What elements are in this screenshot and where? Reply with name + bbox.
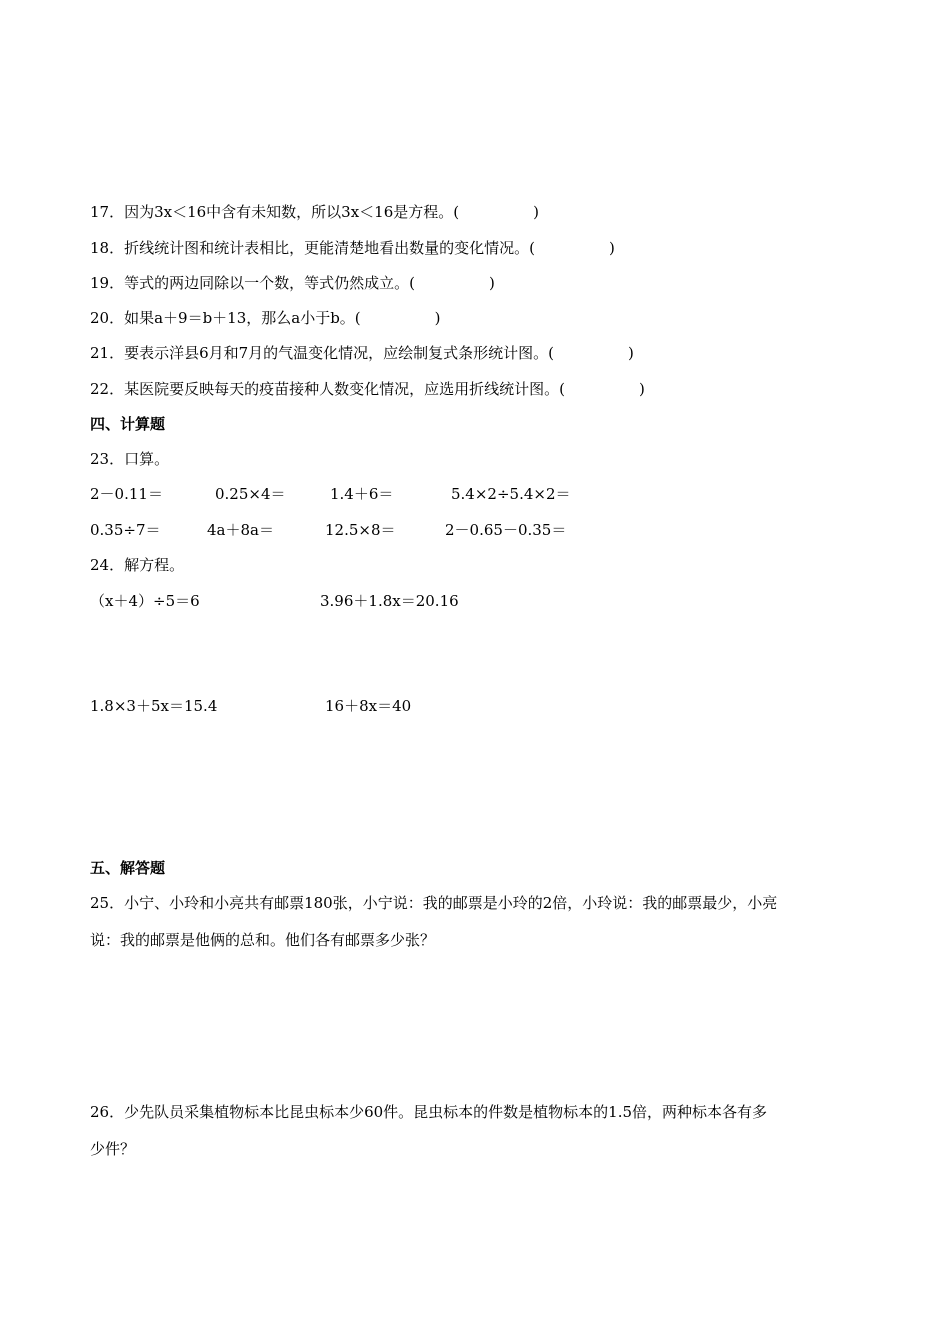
oral-item: 2－0.11＝ — [90, 485, 163, 503]
equation-item: 16＋8x＝40 — [325, 697, 412, 715]
oral-item: 0.25×4＝ — [215, 485, 286, 503]
oral-item: 5.4×2÷5.4×2＝ — [451, 485, 571, 503]
question-23: 23．口算。 — [90, 450, 170, 468]
question-20: 20．如果a＋9＝b＋13，那么a小于b。( ) — [90, 309, 441, 327]
question-17: 17．因为3x＜16中含有未知数，所以3x＜16是方程。( ) — [90, 203, 539, 221]
question-25-line-1: 25．小宁、小玲和小亮共有邮票180张，小宁说：我的邮票是小玲的2倍，小玲说：我的邮票最少，小亮 — [90, 894, 778, 912]
question-22: 22．某医院要反映每天的疫苗接种人数变化情况，应选用折线统计图。( ) — [90, 380, 645, 398]
oral-item: 0.35÷7＝ — [90, 521, 161, 539]
equation-item: 1.8×3＋5x＝15.4 — [90, 697, 218, 715]
oral-item: 4a＋8a＝ — [207, 521, 274, 539]
question-18: 18．折线统计图和统计表相比，更能清楚地看出数量的变化情况。( ) — [90, 239, 615, 257]
question-19: 19．等式的两边同除以一个数，等式仍然成立。( ) — [90, 274, 495, 292]
question-25-line-2: 说：我的邮票是他俩的总和。他们各有邮票多少张？ — [90, 931, 436, 949]
equation-item: （x＋4）÷5＝6 — [90, 592, 200, 610]
question-26-line-2: 少件？ — [90, 1140, 136, 1158]
oral-item: 2－0.65－0.35＝ — [445, 521, 567, 539]
question-21: 21．要表示洋县6月和7月的气温变化情况，应绘制复式条形统计图。( ) — [90, 344, 634, 362]
oral-item: 1.4＋6＝ — [330, 485, 394, 503]
section-4-title: 四、计算题 — [90, 415, 166, 433]
question-26-line-1: 26．少先队员采集植物标本比昆虫标本少60件。昆虫标本的件数是植物标本的1.5倍，两种标本各有多 — [90, 1103, 768, 1121]
question-24: 24．解方程。 — [90, 556, 185, 574]
equation-item: 3.96＋1.8x＝20.16 — [320, 592, 459, 610]
oral-item: 12.5×8＝ — [325, 521, 396, 539]
section-5-title: 五、解答题 — [90, 859, 166, 877]
